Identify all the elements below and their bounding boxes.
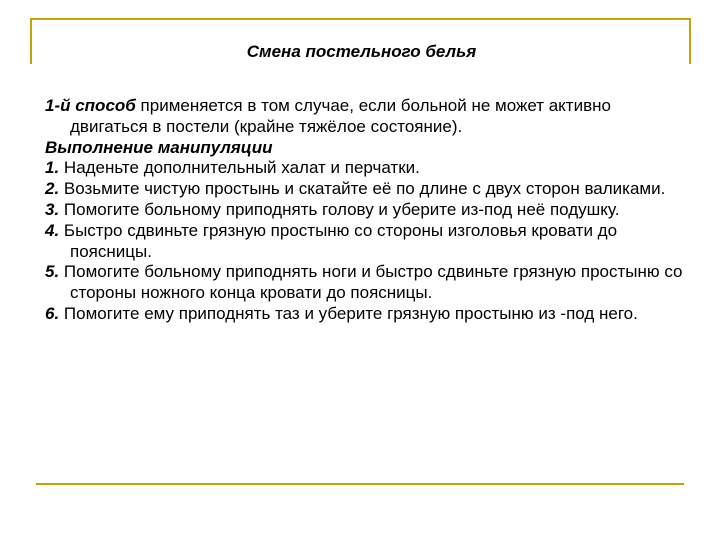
step-text: Быстро сдвиньте грязную простыню со стороны изголовья кровати до поясницы. [59, 220, 618, 261]
step-number: 5. [45, 262, 60, 282]
bottom-rule [36, 483, 684, 485]
step-item [45, 200, 685, 221]
step-number: 1. [45, 158, 60, 178]
step-item [45, 304, 685, 325]
step-text: Наденьте дополнительный халат и перчатки. [59, 158, 420, 178]
step-item [45, 158, 685, 179]
step-item [45, 179, 685, 200]
method-text: применяется в том случае, если больной не может активно двигаться в постели (крайне тяжёлое состояние). [70, 96, 611, 136]
top-rule [30, 18, 691, 20]
step-item [45, 221, 685, 263]
step-text: Помогите больному приподнять ноги и быстро сдвиньте грязную простыню со стороны ножного конца кровати до поясницы. [59, 262, 683, 303]
step-number: 2. [45, 179, 60, 199]
step-text: Помогите больному приподнять голову и уберите из-под неё подушку. [59, 199, 620, 219]
procedure-heading: Выполнение манипуляции [45, 137, 273, 157]
slide-title [0, 42, 720, 62]
step-number: 4. [45, 220, 60, 240]
step-number: 6. [45, 303, 60, 323]
slide-body [45, 96, 685, 325]
step-number: 3. [45, 199, 60, 219]
method-lead: 1-й способ [45, 96, 136, 115]
slide-title-text: Смена постельного белья [246, 42, 477, 61]
step-item [45, 262, 685, 304]
method-paragraph [45, 96, 685, 138]
step-text: Возьмите чистую простынь и скатайте её по длине с двух сторон валиками. [59, 179, 666, 199]
step-text: Помогите ему приподнять таз и уберите грязную простыню из -под него. [59, 303, 638, 323]
